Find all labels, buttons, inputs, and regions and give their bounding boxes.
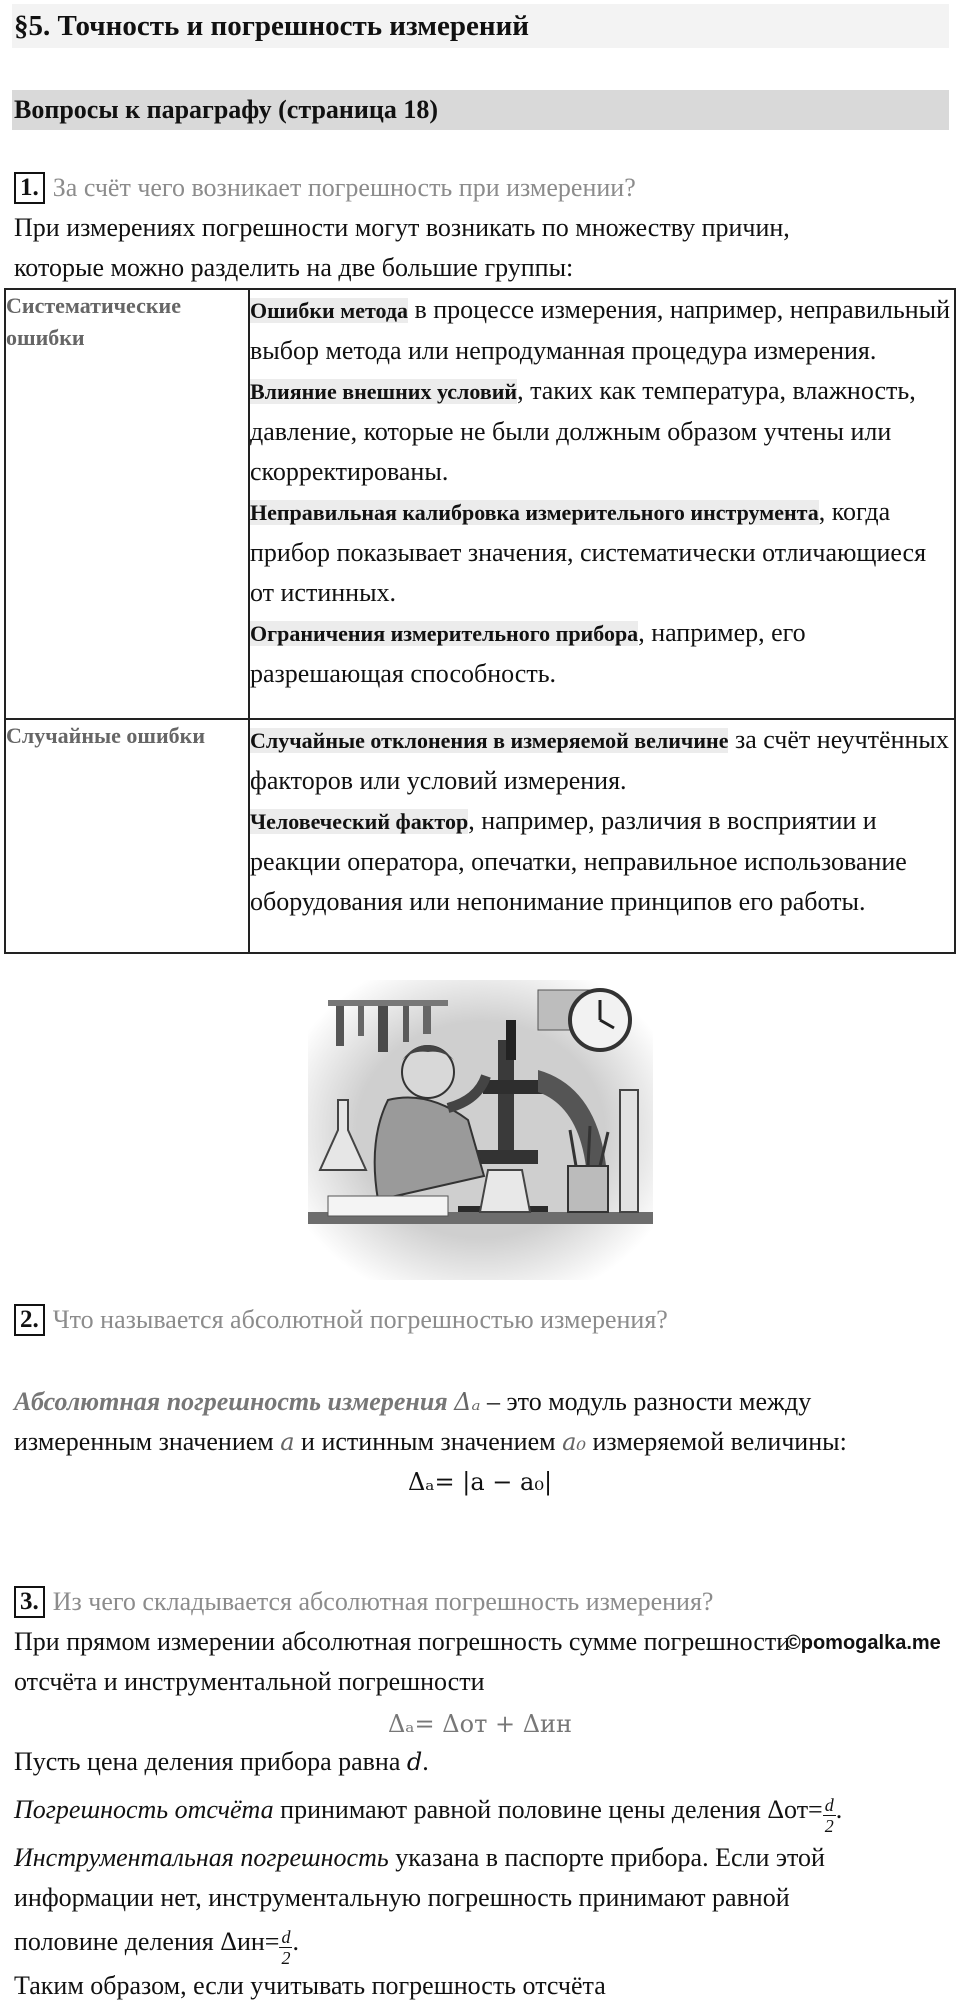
section-title: §5. Точность и погрешность измерений	[12, 4, 949, 48]
definition-text: и истинным значением	[294, 1427, 563, 1456]
category-random: Случайные ошибки	[5, 719, 249, 953]
term-highlight: Погрешность отсчёта	[14, 1795, 274, 1824]
fraction-d-over-2	[279, 1927, 292, 1968]
answer-3-line: Таким образом, если учитывать погрешность отсчёта	[14, 1971, 606, 2000]
question-text: Что называется абсолютной погрешностью измерения?	[52, 1305, 668, 1334]
formula-sum-errors: Δₐ= Δот + Δин	[387, 1710, 573, 1738]
answer-3-line: отсчёта и инструментальной погрешности	[14, 1667, 485, 1696]
formula-absolute-error: Δₐ= |a − a₀|	[407, 1468, 553, 1496]
boy-with-microscope-illustration	[308, 980, 653, 1280]
answer-text: .	[422, 1747, 429, 1776]
answer-3-line: информации нет, инструментальную погрешность принимают равной	[14, 1883, 790, 1912]
term-description: , например, его разрешающая способность.	[250, 618, 806, 688]
table-row	[5, 289, 955, 719]
term-description: , например, различия в восприятии и реакции оператора, опечатки, неправильное использование оборудования или непонимание принципов его работы.	[250, 806, 907, 916]
answer-3-line: Погрешность отсчёта принимают равной половине цены деления Δот= $\frac{d}{2}$ .	[14, 1795, 843, 1836]
answer-text: указана в паспорте прибора. Если этой	[388, 1843, 825, 1872]
term-description: , когда прибор показывает значения, систематически отличающиеся от истинных.	[250, 497, 927, 607]
list-item	[250, 290, 954, 371]
question-number: 1.	[14, 172, 45, 204]
fraction-d-over-2	[823, 1795, 836, 1836]
math-symbol: a	[280, 1428, 295, 1456]
category-systematic: Систематические ошибки	[5, 289, 249, 719]
question-text: Из чего складывается абсолютная погрешность измерения?	[52, 1587, 714, 1616]
fraction-denominator: 2	[824, 1816, 834, 1836]
math-symbol: Δₐ	[454, 1388, 481, 1416]
answer-text: принимают равной половине цены деления Δот=	[273, 1795, 823, 1824]
term-highlight: Инструментальная погрешность	[14, 1843, 389, 1872]
definition-text: измеряемой величины:	[586, 1427, 847, 1456]
list-item	[250, 371, 954, 492]
error-types-table	[4, 288, 956, 954]
term-highlight: Ошибки метода	[250, 298, 408, 323]
math-symbol: d	[406, 1748, 423, 1776]
answer-1-intro-line: При измерениях погрешности могут возникать по множеству причин,	[14, 213, 790, 242]
fraction-numerator: d	[281, 1927, 291, 1947]
systematic-description	[249, 289, 955, 719]
answer-3-line: половине деления Δин= $\frac{d}{2}$ .	[14, 1927, 299, 1968]
definition-text: измеренным значением	[14, 1427, 281, 1456]
question-number: 2.	[14, 1304, 45, 1336]
list-item	[250, 801, 954, 922]
list-item	[250, 492, 954, 613]
answer-text: Пусть цена деления прибора равна	[14, 1747, 407, 1776]
answer-3-line: При прямом измерении абсолютная погрешность сумме погрешности	[14, 1627, 791, 1656]
question-3	[14, 1584, 713, 1620]
answer-text: половине деления Δин=	[14, 1927, 280, 1956]
watermark: ©pomogalka.me	[786, 1632, 941, 1654]
term-highlight: Абсолютная погрешность измерения	[14, 1387, 448, 1416]
term-highlight: Влияние внешних условий	[250, 379, 518, 404]
questions-subheader: Вопросы к параграфу (страница 18)	[12, 90, 949, 130]
answer-3-line	[14, 1838, 949, 1878]
term-description: за счёт неучтённых факторов или условий измерения.	[250, 725, 949, 795]
term-description: , таких как температура, влажность, давление, которые не были должным образом учтены или скорректированы.	[250, 376, 916, 486]
term-highlight: Человеческий фактор	[250, 809, 469, 834]
question-text: За счёт чего возникает погрешность при измерении?	[52, 173, 636, 202]
term-highlight: Ограничения измерительного прибора	[250, 621, 639, 646]
definition-text: – это модуль разности между	[480, 1387, 812, 1416]
definition-line	[14, 1422, 949, 1462]
term-description: в процессе измерения, например, неправильный выбор метода или непродуманная процедура измерения.	[250, 295, 951, 365]
question-1	[14, 170, 636, 206]
term-highlight: Случайные отклонения в измеряемой величине	[250, 728, 729, 753]
answer-1-intro-line: которые можно разделить на две большие группы:	[14, 253, 574, 282]
question-number: 3.	[14, 1586, 45, 1618]
answer-3-line	[14, 1742, 949, 1782]
math-symbol: a₀	[562, 1428, 586, 1456]
definition-line	[14, 1382, 949, 1422]
random-description	[249, 719, 955, 953]
table-row	[5, 719, 955, 953]
question-2	[14, 1302, 668, 1338]
fraction-denominator: 2	[281, 1948, 291, 1968]
fraction-numerator: d	[824, 1795, 834, 1815]
list-item	[250, 720, 954, 801]
term-highlight: Неправильная калибровка измерительного инструмента	[250, 500, 819, 525]
list-item	[250, 613, 954, 694]
